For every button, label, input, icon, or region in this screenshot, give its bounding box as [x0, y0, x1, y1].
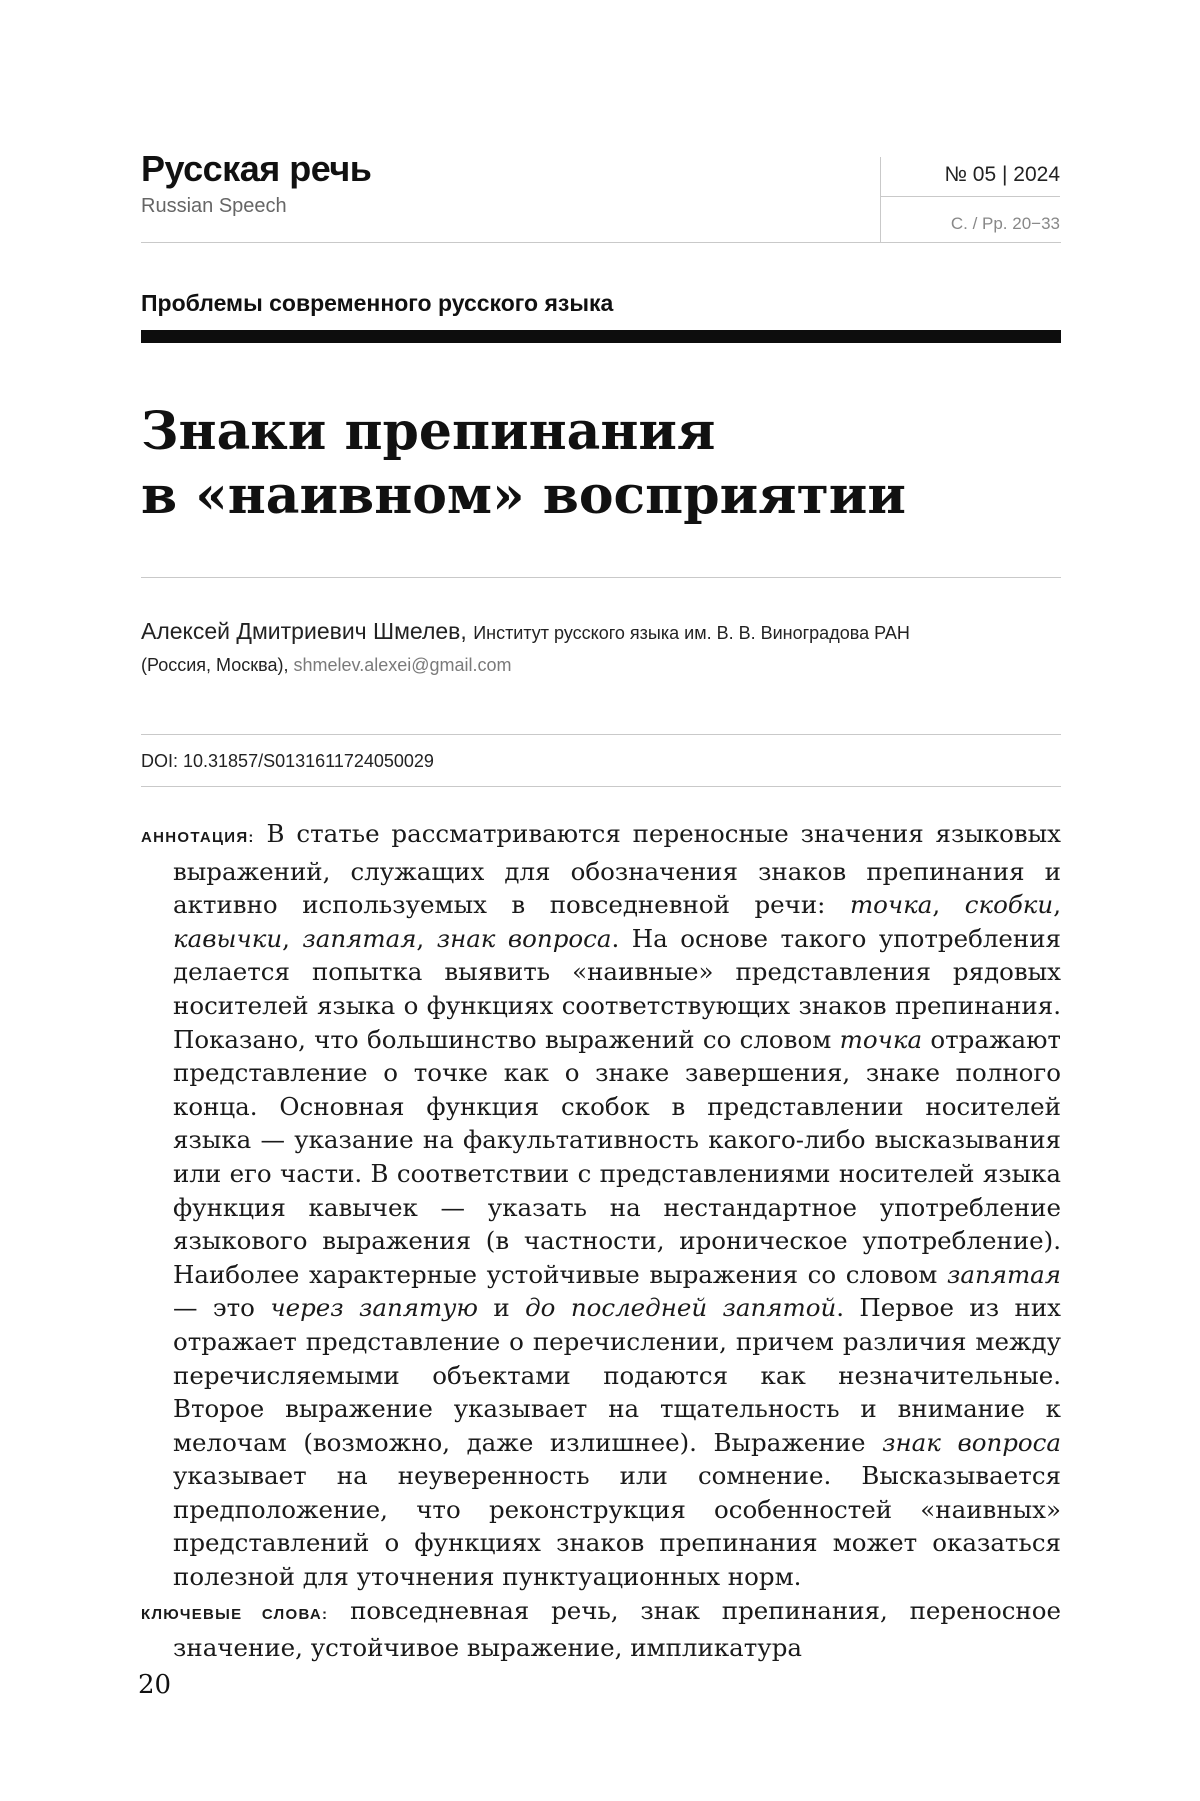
author-line: Алексей Дмитриевич Шмелев, Институт русского языка им. В. В. Виноградова РАН: [141, 618, 910, 644]
title-rule: [141, 577, 1061, 578]
abstract-term: через запятую: [270, 1293, 478, 1323]
author-name: Алексей Дмитриевич Шмелев: [141, 618, 461, 644]
abstract-text: отражают представление о точке как о знаке завершения, знаке полного конца. Основная функция скобок в представлении носителей языка — указание на факультативность какого-либо высказывания или его части. В соответствии с представлениями носителей языка функция кавычек — указать на нестандартное употребление языкового выражения (в частности, ироническое употребление). Наиболее характерные устойчивые выражения со словом: [173, 1024, 1061, 1289]
issue-number: № 05 | 2024: [944, 163, 1060, 186]
author-affiliation: Институт русского языка им. В. В. Виноградова РАН: [473, 623, 910, 643]
abstract: [141, 817, 1061, 1594]
page-range: С. / Pp. 20−33: [950, 214, 1060, 233]
abstract-text: . На основе такого употребления делается попытка выявить «наивные» представления рядовых носителей языка о функциях соответствующих знаков препинания. Показано, что большинство выражений со словом: [173, 923, 1062, 1054]
section-bar: [141, 330, 1061, 343]
abstract-term: знак вопроса: [436, 923, 612, 953]
abstract-text: ,: [1053, 890, 1062, 920]
abstract-text: В статье рассматриваются переносные значения языковых выражений, служащих для обозначения знаков препинания и активно используемых в повседневной речи:: [173, 819, 1061, 920]
abstract-term: точка: [839, 1024, 923, 1054]
article-title-line-2: в «наивном» восприятии: [141, 465, 906, 526]
journal-title: Русская речь: [141, 148, 372, 189]
author-location-line: [141, 655, 512, 676]
abstract-term: кавычки: [173, 923, 283, 953]
journal-subtitle: Russian Speech: [141, 195, 287, 217]
header-rule: [141, 242, 1061, 243]
abstract-text: ,: [282, 923, 303, 953]
abstract-label: АННОТАЦИЯ:: [141, 829, 255, 846]
page-number: 20: [138, 1670, 172, 1700]
abstract-text: ,: [932, 890, 965, 920]
abstract-term: скобки: [964, 890, 1054, 920]
author-location: (Россия, Москва),: [141, 655, 289, 675]
doi-rule: [141, 786, 1061, 787]
doi: DOI: 10.31857/S0131611724050029: [141, 751, 434, 771]
abstract-text: — это: [173, 1293, 271, 1323]
author-rule: [141, 734, 1061, 735]
abstract-block: [141, 817, 1061, 1665]
header-divider-small: [880, 196, 1060, 197]
author-email[interactable]: shmelev.alexei@gmail.com: [293, 655, 512, 675]
abstract-term: до последней запятой: [525, 1293, 837, 1323]
abstract-text: . Первое из них отражает представление о перечислении, причем различия между перечисляемыми объектами подаются как незначительные. Второе выражение указывает на тщательность и внимание к мелочам (возможно, даже излишнее). Выражение: [173, 1293, 1061, 1457]
abstract-text: указывает на неуверенность или сомнение. Высказывается предположение, что реконструкция особенностей «наивных» представлений о функциях знаков препинания может оказаться полезной для уточнения пунктуационных норм.: [173, 1461, 1061, 1592]
article-title-line-1: Знаки препинания: [141, 401, 716, 462]
abstract-term: запятая: [946, 1259, 1061, 1289]
abstract-term: знак вопроса: [882, 1427, 1062, 1457]
abstract-term: точка: [849, 890, 933, 920]
abstract-term: запятая: [302, 923, 417, 953]
abstract-text: и: [478, 1293, 526, 1323]
article-title: [141, 400, 1061, 528]
keywords: [141, 1594, 1061, 1665]
section-title: Проблемы современного русского языка: [141, 290, 614, 316]
keywords-label: КЛЮЧЕВЫЕ СЛОВА:: [141, 1605, 329, 1623]
keywords-text: повседневная речь, знак препинания, переносное значение, устойчивое выражение, импликатура: [173, 1595, 1061, 1663]
abstract-text: ,: [416, 923, 437, 953]
